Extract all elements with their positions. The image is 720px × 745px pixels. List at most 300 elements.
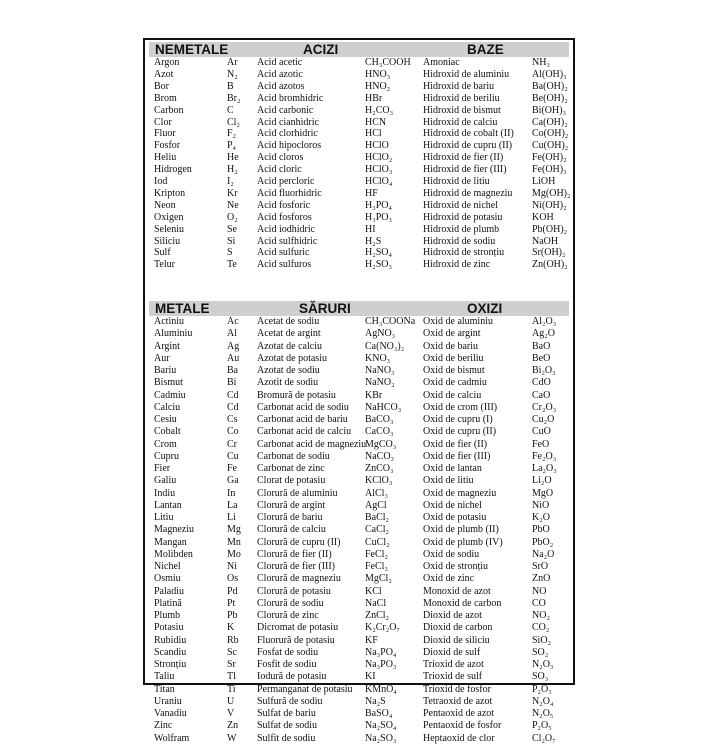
compound-formula: Bi(OH)₃ xyxy=(532,104,567,116)
compound-name: Clorură de bariu xyxy=(257,512,323,523)
element-symbol: Cr xyxy=(227,438,237,450)
element-name: Molibden xyxy=(154,548,193,560)
element-name: Neon xyxy=(154,199,176,211)
section-header-top xyxy=(149,42,569,57)
compound-formula: Cl₂O₇ xyxy=(532,732,556,744)
table-row xyxy=(145,475,573,487)
element-symbol: Al xyxy=(227,328,237,340)
compound-name: Carbonat acid de calciu xyxy=(257,426,352,438)
element-name: Taliu xyxy=(154,671,175,683)
table-row xyxy=(145,684,573,696)
element-symbol: Pt xyxy=(227,597,236,609)
compound-formula: Zn(OH)₂ xyxy=(532,259,568,271)
compound-formula: HClO₄ xyxy=(365,176,393,187)
element-symbol: B xyxy=(227,80,234,92)
element-symbol: C xyxy=(227,104,234,116)
compound-formula: FeCl₃ xyxy=(365,561,388,572)
compound-name: Dioxid de carbon xyxy=(423,622,493,634)
compound-name: Bromură de potasiu xyxy=(257,389,336,401)
compound-formula: KClO₃ xyxy=(365,475,393,487)
compound-formula: K₂O xyxy=(532,512,550,523)
element-name: Rubidiu xyxy=(154,634,187,646)
element-symbol: Ar xyxy=(227,57,238,68)
element-symbol: Cs xyxy=(227,414,238,425)
compound-name: Oxid de plumb (IV) xyxy=(423,536,503,548)
compound-name: Sulfură de sodiu xyxy=(257,695,323,707)
table-row xyxy=(145,353,573,365)
compound-name: Hidroxid de nichel xyxy=(423,199,498,211)
compound-name: Acid fosforic xyxy=(257,199,311,211)
table-row xyxy=(145,696,573,708)
compound-name: Oxid de fier (II) xyxy=(423,438,488,450)
element-symbol: Cl₂ xyxy=(227,116,240,128)
element-name: Azot xyxy=(154,68,174,80)
compound-formula: KNO₃ xyxy=(365,352,391,364)
compound-formula: CO₂ xyxy=(532,622,550,634)
table-row xyxy=(145,176,573,188)
table-row xyxy=(145,247,573,259)
element-symbol: Sr xyxy=(227,659,236,670)
table-row xyxy=(145,140,573,152)
compound-formula: NH₃ xyxy=(532,57,550,68)
compound-formula: FeCl₂ xyxy=(365,548,388,560)
compound-formula: H₃PO₃ xyxy=(365,211,392,223)
header-baze: BAZE xyxy=(467,42,504,57)
compound-formula: BaO xyxy=(532,340,551,352)
compound-formula: Fe(OH)₂ xyxy=(532,152,567,164)
table-row xyxy=(145,402,573,414)
compound-formula: Ca(OH)₂ xyxy=(532,116,568,128)
compound-name: Azotat de sodiu xyxy=(257,365,320,376)
compound-formula: SiO₂ xyxy=(532,634,552,646)
compound-name: Acid carbonic xyxy=(257,104,314,116)
compound-formula: SO₃ xyxy=(532,671,549,683)
compound-formula: NaHCO₃ xyxy=(365,401,402,413)
compound-name: Dioxid de sulf xyxy=(423,646,481,658)
compound-formula: Bi₂O₃ xyxy=(532,365,556,376)
element-name: Indiu xyxy=(154,487,176,499)
compound-name: Acid fosforos xyxy=(257,211,312,223)
element-symbol: Ac xyxy=(227,316,239,327)
element-symbol: Se xyxy=(227,223,237,235)
compound-formula: P₂O₅ xyxy=(532,720,552,732)
compound-formula: ZnCl₂ xyxy=(365,610,390,621)
table-row xyxy=(145,708,573,720)
compound-name: Acetat de argint xyxy=(257,328,321,340)
section-header-bottom xyxy=(149,301,569,316)
element-name: Siliciu xyxy=(154,235,181,247)
element-name: Heliu xyxy=(154,152,177,164)
element-symbol: Ni xyxy=(227,561,237,572)
compound-formula: NiO xyxy=(532,499,550,511)
compound-formula: Cu(OH)₂ xyxy=(532,140,569,152)
element-symbol: Rb xyxy=(227,634,239,646)
element-name: Telur xyxy=(154,259,175,271)
compound-name: Acid iodhidric xyxy=(257,223,316,235)
compound-name: Oxid de magneziu xyxy=(423,487,497,499)
element-name: Sulf xyxy=(154,247,171,259)
table-row xyxy=(145,463,573,475)
element-name: Kripton xyxy=(154,187,186,199)
compound-formula: K₂Cr₂O₇ xyxy=(365,622,400,634)
element-name: Hidrogen xyxy=(154,164,192,176)
table-row xyxy=(145,561,573,573)
compound-formula: Cr₂O₃ xyxy=(532,401,557,413)
compound-name: Acid cianhidric xyxy=(257,116,319,128)
compound-formula: NaNO₃ xyxy=(365,365,395,376)
compound-name: Oxid de aluminiu xyxy=(423,316,493,327)
table-row xyxy=(145,500,573,512)
compound-name: Oxid de crom (III) xyxy=(423,401,498,413)
element-symbol: Bi xyxy=(227,377,237,389)
table-row xyxy=(145,586,573,598)
compound-name: Trioxid de sulf xyxy=(423,671,483,683)
element-name: Iod xyxy=(154,176,168,187)
table-row xyxy=(145,573,573,585)
element-name: Clor xyxy=(154,116,172,128)
compound-name: Acid acetic xyxy=(257,57,303,68)
element-name: Aluminiu xyxy=(154,328,193,340)
table-row xyxy=(145,524,573,536)
element-symbol: Co xyxy=(227,426,239,438)
compound-name: Oxid de potasiu xyxy=(423,512,487,523)
compound-formula: HCl xyxy=(365,128,382,140)
compound-name: Acid sulfuric xyxy=(257,247,310,259)
element-name: Cadmiu xyxy=(154,389,186,401)
table-row xyxy=(145,439,573,451)
compound-name: Pentaoxid de azot xyxy=(423,708,495,719)
compound-formula: BaCO₃ xyxy=(365,414,394,425)
compound-name: Carbonat acid de sodiu xyxy=(257,401,349,413)
compound-formula: SO₂ xyxy=(532,646,549,658)
compound-formula: CH₃COONa xyxy=(365,316,416,327)
compound-name: Acid bromhidric xyxy=(257,92,324,104)
element-symbol: Li xyxy=(227,512,236,523)
compound-formula: MgCl₂ xyxy=(365,573,392,585)
compound-formula: FeO xyxy=(532,438,550,450)
compound-name: Acid clorhidric xyxy=(257,128,318,140)
element-name: Carbon xyxy=(154,104,184,116)
element-name: Mangan xyxy=(154,536,187,548)
element-name: Zinc xyxy=(154,720,173,732)
compound-name: Hidroxid de plumb xyxy=(423,223,500,235)
element-symbol: Cd xyxy=(227,389,239,401)
compound-name: Acid fluorhidric xyxy=(257,187,322,199)
compound-name: Sulfat de bariu xyxy=(257,708,316,719)
compound-formula: Co(OH)₂ xyxy=(532,128,569,140)
compound-formula: CuCl₂ xyxy=(365,536,390,548)
compound-name: Pentaoxid de fosfor xyxy=(423,720,502,732)
element-symbol: Pd xyxy=(227,585,238,597)
compound-formula: SrO xyxy=(532,561,549,572)
element-symbol: Br₂ xyxy=(227,92,241,104)
compound-formula: NaCO₃ xyxy=(365,450,395,462)
element-name: Vanadiu xyxy=(154,708,187,719)
compound-name: Clorură de potasiu xyxy=(257,585,331,597)
element-symbol: Kr xyxy=(227,187,238,199)
compound-name: Oxid de lantan xyxy=(423,463,482,474)
compound-formula: HI xyxy=(365,223,376,235)
element-name: Fosfor xyxy=(154,140,181,152)
compound-name: Hidroxid de potasiu xyxy=(423,211,503,223)
compound-formula: Na₂SO₃ xyxy=(365,732,397,744)
compound-name: Hidroxid de fier (II) xyxy=(423,152,504,164)
compound-name: Tetraoxid de azot xyxy=(423,695,493,707)
header-acizi: ACIZI xyxy=(303,42,339,57)
element-name: Uraniu xyxy=(154,695,182,707)
element-symbol: Ti xyxy=(227,683,236,695)
table-row xyxy=(145,365,573,377)
compound-formula: MgO xyxy=(532,487,554,499)
element-symbol: Ga xyxy=(227,475,239,487)
element-symbol: F₂ xyxy=(227,128,237,140)
compound-name: Carbonat acid de magneziu xyxy=(257,438,367,450)
compound-name: Fosfat de sodiu xyxy=(257,646,319,658)
element-name: Wolfram xyxy=(154,732,190,744)
element-name: Aur xyxy=(154,352,170,364)
table-row xyxy=(145,598,573,610)
compound-name: Dioxid de siliciu xyxy=(423,634,490,646)
compound-formula: Na₃PO₃ xyxy=(365,659,397,670)
compound-name: Sulfat de sodiu xyxy=(257,720,317,732)
compound-name: Oxid de calciu xyxy=(423,389,482,401)
compound-formula: P₂O₃ xyxy=(532,683,552,695)
table-row xyxy=(145,236,573,248)
compound-name: Oxid de fier (III) xyxy=(423,450,491,462)
compound-name: Oxid de bismut xyxy=(423,365,485,376)
compound-name: Iodură de potasiu xyxy=(257,671,327,683)
compound-name: Hidroxid de litiu xyxy=(423,176,490,187)
compound-formula: Ba(OH)₂ xyxy=(532,80,568,92)
element-symbol: Mo xyxy=(227,548,241,560)
compound-name: Acid sulfuros xyxy=(257,259,312,271)
compound-name: Dicromat de potasiu xyxy=(257,622,339,634)
element-name: Titan xyxy=(154,683,175,695)
element-name: Lantan xyxy=(154,499,182,511)
compound-formula: MgCO₃ xyxy=(365,438,397,450)
compound-formula: PbO₂ xyxy=(532,536,554,548)
compound-formula: Fe₂O₃ xyxy=(532,450,557,462)
table-row xyxy=(145,610,573,622)
compound-name: Acid azotic xyxy=(257,68,303,80)
element-name: Stronțiu xyxy=(154,659,187,670)
compound-formula: Li₂O xyxy=(532,475,552,487)
compound-name: Permanganat de potasiu xyxy=(257,683,353,695)
compound-formula: BaSO₄ xyxy=(365,708,393,719)
element-name: Platină xyxy=(154,597,182,609)
element-name: Litiu xyxy=(154,512,174,523)
compound-formula: Ag₂O xyxy=(532,328,555,340)
compound-name: Carbonat acid de bariu xyxy=(257,414,348,425)
table-row xyxy=(145,105,573,117)
compound-formula: Al₂O₃ xyxy=(532,316,557,327)
element-name: Galiu xyxy=(154,475,177,487)
compound-formula: Fe(OH)₃ xyxy=(532,164,567,176)
compound-formula: H₂S xyxy=(365,235,382,247)
compound-name: Azotat de potasiu xyxy=(257,352,327,364)
compound-formula: CaCO₃ xyxy=(365,426,394,438)
compound-name: Amoniac xyxy=(423,57,460,68)
compound-formula: LiOH xyxy=(532,176,556,187)
element-name: Oxigen xyxy=(154,211,184,223)
table-row xyxy=(145,259,573,271)
compound-formula: N₂O₄ xyxy=(532,695,554,707)
compound-formula: Na₂SO₄ xyxy=(365,720,397,732)
compound-formula: NaNO₂ xyxy=(365,377,395,389)
element-symbol: In xyxy=(227,487,236,499)
element-name: Brom xyxy=(154,92,177,104)
compound-name: Clorură de magneziu xyxy=(257,573,341,585)
compound-formula: Be(OH)₂ xyxy=(532,92,568,104)
compound-name: Acid azotos xyxy=(257,80,305,92)
element-symbol: I₂ xyxy=(227,176,234,187)
element-symbol: Ba xyxy=(227,365,239,376)
element-name: Cesiu xyxy=(154,414,177,425)
compound-name: Hidroxid de bariu xyxy=(423,80,495,92)
compound-formula: CdO xyxy=(532,377,551,389)
compound-formula: HClO xyxy=(365,140,389,152)
compound-formula: ZnCO₃ xyxy=(365,463,394,474)
compound-formula: HClO₃ xyxy=(365,164,393,176)
element-name: Bor xyxy=(154,80,169,92)
element-symbol: Zn xyxy=(227,720,239,732)
element-symbol: La xyxy=(227,499,238,511)
element-name: Fier xyxy=(154,463,171,474)
element-symbol: Mn xyxy=(227,536,241,548)
compound-formula: CaCl₂ xyxy=(365,524,390,536)
table-row xyxy=(145,128,573,140)
compound-name: Monoxid de azot xyxy=(423,585,491,597)
element-symbol: Fe xyxy=(227,463,237,474)
compound-formula: H₂SO₄ xyxy=(365,247,392,259)
compound-formula: HNO₂ xyxy=(365,80,391,92)
compound-formula: KI xyxy=(365,671,376,683)
compound-formula: KOH xyxy=(532,211,554,223)
compound-name: Hidroxid de beriliu xyxy=(423,92,500,104)
compound-name: Hidroxid de fier (III) xyxy=(423,164,507,176)
element-symbol: Sc xyxy=(227,646,237,658)
element-symbol: Pb xyxy=(227,610,238,621)
compound-formula: HCN xyxy=(365,116,387,128)
compound-name: Dioxid de azot xyxy=(423,610,482,621)
element-name: Crom xyxy=(154,438,177,450)
table-row xyxy=(145,316,573,328)
compound-name: Clorură de aluminiu xyxy=(257,487,338,499)
compound-name: Carbonat de sodiu xyxy=(257,450,330,462)
table-row xyxy=(145,377,573,389)
element-name: Fluor xyxy=(154,128,176,140)
compound-name: Fluorură de potasiu xyxy=(257,634,335,646)
compound-name: Acetat de sodiu xyxy=(257,316,320,327)
compound-name: Clorură de fier (II) xyxy=(257,548,332,560)
compound-name: Monoxid de carbon xyxy=(423,597,502,609)
compound-name: Oxid de cadmiu xyxy=(423,377,487,389)
compound-formula: NaCl xyxy=(365,597,387,609)
table-row xyxy=(145,81,573,93)
compound-name: Hidroxid de stronțiu xyxy=(423,247,505,259)
compound-name: Heptaoxid de clor xyxy=(423,732,495,744)
compound-name: Oxid de beriliu xyxy=(423,352,484,364)
table-row xyxy=(145,414,573,426)
table-row xyxy=(145,341,573,353)
element-symbol: K xyxy=(227,622,235,634)
element-symbol: Cu xyxy=(227,450,239,462)
header-saruri: SĂRURI xyxy=(299,301,351,316)
compound-formula: H₂SO₃ xyxy=(365,259,392,271)
table-row xyxy=(145,647,573,659)
element-symbol: N₂ xyxy=(227,68,238,80)
element-symbol: Cd xyxy=(227,401,239,413)
compound-formula: N₂O₅ xyxy=(532,708,554,719)
compound-formula: CuO xyxy=(532,426,551,438)
compound-name: Trioxid de fosfor xyxy=(423,683,491,695)
compound-formula: KF xyxy=(365,634,378,646)
compound-formula: HClO₂ xyxy=(365,152,393,164)
compound-formula: Pb(OH)₂ xyxy=(532,223,568,235)
table-row xyxy=(145,426,573,438)
compound-formula: NaOH xyxy=(532,235,559,247)
compound-formula: BeO xyxy=(532,352,551,364)
compound-name: Sulfit de sodiu xyxy=(257,732,316,744)
element-symbol: He xyxy=(227,152,239,164)
compound-name: Fosfit de sodiu xyxy=(257,659,317,670)
element-name: Osmiu xyxy=(154,573,181,585)
table-row xyxy=(145,622,573,634)
compound-name: Clorură de fier (III) xyxy=(257,561,336,572)
compound-formula: Ni(OH)₂ xyxy=(532,199,567,211)
table-row xyxy=(145,328,573,340)
compound-name: Clorură de argint xyxy=(257,499,326,511)
compound-name: Oxid de nichel xyxy=(423,499,482,511)
compound-name: Oxid de cupru (I) xyxy=(423,414,493,425)
table-row xyxy=(145,733,573,745)
table-row xyxy=(145,635,573,647)
compound-formula: CH₃COOH xyxy=(365,57,411,68)
element-name: Potasiu xyxy=(154,622,184,634)
compound-formula: H₂CO₃ xyxy=(365,104,394,116)
compound-formula: ZnO xyxy=(532,573,551,585)
table-row xyxy=(145,69,573,81)
table-row xyxy=(145,57,573,69)
element-name: Bismut xyxy=(154,377,183,389)
table-row xyxy=(145,164,573,176)
compound-name: Hidroxid de bismut xyxy=(423,104,501,116)
compound-name: Oxid de litiu xyxy=(423,475,474,487)
table-row xyxy=(145,537,573,549)
compound-name: Azotat de calciu xyxy=(257,340,322,352)
compound-formula: Ca(NO₃)₂ xyxy=(365,340,405,352)
element-symbol: Ne xyxy=(227,199,239,211)
element-symbol: Mg xyxy=(227,524,241,536)
element-symbol: V xyxy=(227,708,235,719)
element-symbol: Te xyxy=(227,259,237,271)
header-oxizi: OXIZI xyxy=(467,301,503,316)
element-name: Cobalt xyxy=(154,426,181,438)
table-row xyxy=(145,720,573,732)
compound-name: Azotit de sodiu xyxy=(257,377,319,389)
compound-name: Oxid de zinc xyxy=(423,573,475,585)
element-symbol: W xyxy=(227,732,237,744)
compound-name: Clorură de cupru (II) xyxy=(257,536,341,548)
compound-name: Acid sulfhidric xyxy=(257,235,318,247)
compound-formula: HBr xyxy=(365,92,383,104)
element-symbol: H₂ xyxy=(227,164,238,176)
element-name: Paladiu xyxy=(154,585,184,597)
table-row xyxy=(145,549,573,561)
compound-formula: HF xyxy=(365,187,378,199)
table-row xyxy=(145,212,573,224)
compound-formula: Na₂S xyxy=(365,695,386,707)
